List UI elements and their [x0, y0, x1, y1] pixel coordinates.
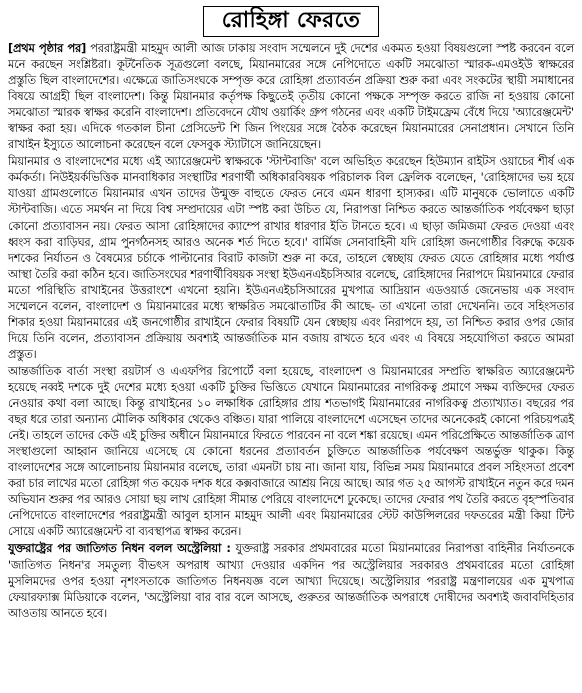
headline: রোহিঙ্গা ফেরতে — [203, 6, 379, 37]
paragraph-3 — [8, 364, 574, 541]
headline-box — [8, 6, 574, 37]
paragraph-4 — [8, 541, 574, 621]
paragraph-text: মিয়ানমার ও বাংলাদেশের মধ্যে এই অ্যারেঞ্জমেন্ট স্বাক্ষরকে 'স্টান্টবাজি' বলে অভিহিত করেছেন হিউম্যান রাইটস ওয়াচের শীর্ষ এক কর্মকর্তা। নিউইয়র্কভিত্তিক মানবাধিকার সংস্থাটির শরণার্থী অধিকারবিষয়ক পরিচালক বিল ফ্রেলিক বলেছেন, 'রোহিঙ্গাদের ভয় হয়ে যাওয়া গ্রামগুলোতে মিয়ানমার এখন তাদের উন্মুক্ত বাহুতে ফেরত নেবে এমন ধারণা হাস্যকর। এটি মানুষকে ভোলাতে একটি স্টান্টবাজি। এতে সমর্থন না দিয়ে বিশ্ব সম্প্রদায়ের এটা স্পষ্ট করা উচিত যে, নিরাপত্তা নিশ্চিত করতে আন্তর্জাতিক পর্যবেক্ষণ ছাড়া কোনো প্রত্যাবাসন নয়। ফেরত আসা রোহিঙ্গাদের ক্যাম্পে রাখার ধারণার ইতি টানতে হবে। এ ছাড়া জমিজমা ফেরত দেওয়া এবং ধ্বংস করা বাড়িঘর, গ্রাম পুনর্গঠনসহ আরও অনেক শর্ত দিতে হবে।' বার্মিজ সেনাবাহিনী যদি রোহিঙ্গা জনগোষ্ঠীর বিরুদ্ধে কয়েক দশকের নির্যাতন ও বৈষম্যের চর্চাকে পাল্টানোর বিরাট কাজটা শুরু না করে, তাহলে স্বেচ্ছায় ফেরত যেতে রোহিঙ্গার মধ্যে পর্যাপ্ত আস্থা তৈরি করা কঠিন হবে। জাতিসংঘের শরণার্থীবিষয়ক সংস্থা ইউএনএইচসিআর বলেছে, রোহিঙ্গাদের নিরাপদে মিয়ানমারে ফেরার মতো পরিস্থিতি রাখাইনের উত্তরাংশে এখনো হয়নি। ইউএনএইচসিআরের মুখপাত্র আদ্রিয়ান এডওয়ার্ড জেনেভায় এক সংবাদ সম্মেলনে বলেন, বাংলাদেশ ও মিয়ানমারের মধ্যে স্বাক্ষরিত সমঝোতাটির কী আছে- তা এখনো তারা দেখেননি। তবে সহিংসতার শিকার হওয়া মিয়ানমারের এই জনগোষ্ঠীর রাখাইনে ফেরার বিষয়টি যেন স্বেচ্ছায় এবং নিরাপদে হয়, তা নিশ্চিত করার ওপর জোর দিয়ে তিনি বলেন, প্রত্যাবাসন প্রক্রিয়ায় অবশ্যই আন্তর্জাতিক মান বজায় রাখতে হবে এবং এ বিষয়ে সহযোগিতা করতে আমরা প্রস্তুত। — [8, 155, 574, 361]
subheading: যুক্তরাষ্ট্রের পর জাতিগত নিধন বলল অস্ট্রেলিয়া : — [8, 542, 231, 556]
paragraph-text: আন্তর্জাতিক বার্তা সংস্থা রয়টার্স ও এএফপির রিপোর্টে বলা হয়েছে, বাংলাদেশ ও মিয়ানমারের সম্প্রতি স্বাক্ষরিত অ্যারেঞ্জমেন্ট হয়েছে নব্বই দশকে দুই দেশের মধ্যে হওয়া একটি চুক্তির ভিত্তিতে যেখানে মিয়ানমারের নাগরিকত্ব প্রমাণে সক্ষম ব্যক্তিদের ফেরত নেওয়ার কথা বলা আছে। কিন্তু রাখাইনের ১০ লক্ষাধিক রোহিঙ্গার প্রায় শতভাগই মিয়ানমারের নাগরিকত্ব প্রত্যাখ্যাত। বছরের পর বছর ধরে তারা অন্যান্য মৌলিক অধিকার থেকেও বঞ্চিত। যারা পালিয়ে বাংলাদেশে এসেছেন তাদের অনেকেরই কোনো পরিচয়পত্রই নেই। তাহলে তাদের কেউ এই চুক্তির অধীনে মিয়ানমারে ফিরতে পারবেন না বলে শঙ্কা রয়েছে। এমন পরিপ্রেক্ষিতে আন্তর্জাতিক ত্রাণ সংস্থাগুলো আহ্বান জানিয়ে এসেছে যে কোনো ধরনের প্রত্যাবর্তন চুক্তিতে আন্তর্জাতিক পর্যবেক্ষণ অন্তর্ভুক্ত থাকুক। কিন্তু বাংলাদেশের সঙ্গে আলোচনায় মিয়ানমার বলেছে, তারা এমনটা চায় না। জানা যায়, বিভিন্ন সময় মিয়ানমারে প্রবল সহিংসতা প্রবেশ করা চার লাখের মতো রোহিঙ্গা গত কয়েক দশক ধরে কক্সবাজারে আশ্রয় নিয়ে আছে। আর গত ২৫ আগস্ট রাখাইনে নতুন করে দমন অভিযান শুরুর পর আরও সোয়া ছয় লাখ রোহিঙ্গা সীমান্ত পেরিয়ে বাংলাদেশে ঢুকেছে। তাদের ফেরার পথ তৈরি করতে বৃহস্পতিবার নেপিদোতে বাংলাদেশের পররাষ্ট্রমন্ত্রী আবুল হাসান মাহমুদ আলী এবং মিয়ানমারের স্টেট কাউন্সিলরের দফতরের মন্ত্রী কিয়া টিন্ট সোয়ে একটি অ্যারেঞ্জমেন্ট বা ব্যবস্থাপত্র স্বাক্ষর করেন। — [8, 364, 574, 539]
paragraph-2 — [8, 154, 574, 363]
paragraph-text: পররাষ্ট্রমন্ত্রী মাহমুদ আলী আজ ঢাকায় সংবাদ সম্মেলনে দুই দেশের একমত হওয়া বিষয়গুলো স্পষ্ট করবেন বলে মনে করছেন সংশ্লিষ্টরা। কূটনৈতিক সূত্রগুলো বলছে, মিয়ানমারের সঙ্গে নেপিদোতে একটি সমঝোতা স্মারক-এমওইউ স্বাক্ষরের প্রস্তুতি ছিল বাংলাদেশের। এক্ষেত্রে জাতিসংঘকে সম্পৃক্ত করে রোহিঙ্গা প্রত্যাবর্তন প্রক্রিয়া শুরু করা এবং সংকটের স্থায়ী সমাধানের বিষয়ে আগ্রহী ছিল বাংলাদেশ। কিন্তু মিয়ানমার কর্তৃপক্ষ কিছুতেই তৃতীয় কোনো পক্ষকে সম্পৃক্ত করতে রাজি না হওয়ায় কোনো সমঝোতা স্মারক স্বাক্ষর করেনি বাংলাদেশ। প্রতিবেদনে যৌথ ওয়ার্কিং গ্রুপ গঠনের এবং একটি টাইমফ্রেম বেঁধে দিয়ে 'অ্যারেঞ্জমেন্ট' স্বাক্ষর করা হয়। এদিকে গতকাল চীনা প্রেসিডেন্ট শি জিন পিংয়ের সঙ্গে বৈঠক করেছেন মিয়ানমারের সেনাপ্রধান। সেখানে তিনি রাখাইন ইস্যুতে আলোচনা করেছেন বলে ফেসবুক স্ট্যাটাসে জানিয়েছেন। — [8, 42, 574, 152]
paragraph-1 — [8, 41, 574, 153]
article-body — [8, 41, 574, 622]
paragraph-text: যুক্তরাষ্ট্র সরকার প্রথমবারের মতো মিয়ানমারের নিরাপত্তা বাহিনীর নির্যাতনকে 'জাতিগত নিধন'র সমতুল্য বীভৎস অপরাধ আখ্যা দেওয়ার একদিন পর অস্ট্রেলিয়ার সরকারও প্রথমবারের মতো রোহিঙ্গা মুসলিমদের ওপর হওয়া নৃশংসতাকে জাতিগত নিধনযজ্ঞ বলে আখ্যা দিয়েছে। অস্ট্রেলিয়ার পররাষ্ট্র মন্ত্রণালয়ের এক মুখপাত্র ফেয়ারফ্যাক্স মিডিয়াকে বলেন, 'অস্ট্রেলিয়া বার বার বলে আসছে, গুরুতর আন্তর্জাতিক অপরাধে দোষীদের অবশ্যই জবাবদিহিতার আওতায় আনতে হবে। — [8, 542, 574, 620]
continuation-label: [প্রথম পৃষ্ঠার পর] — [8, 42, 87, 55]
